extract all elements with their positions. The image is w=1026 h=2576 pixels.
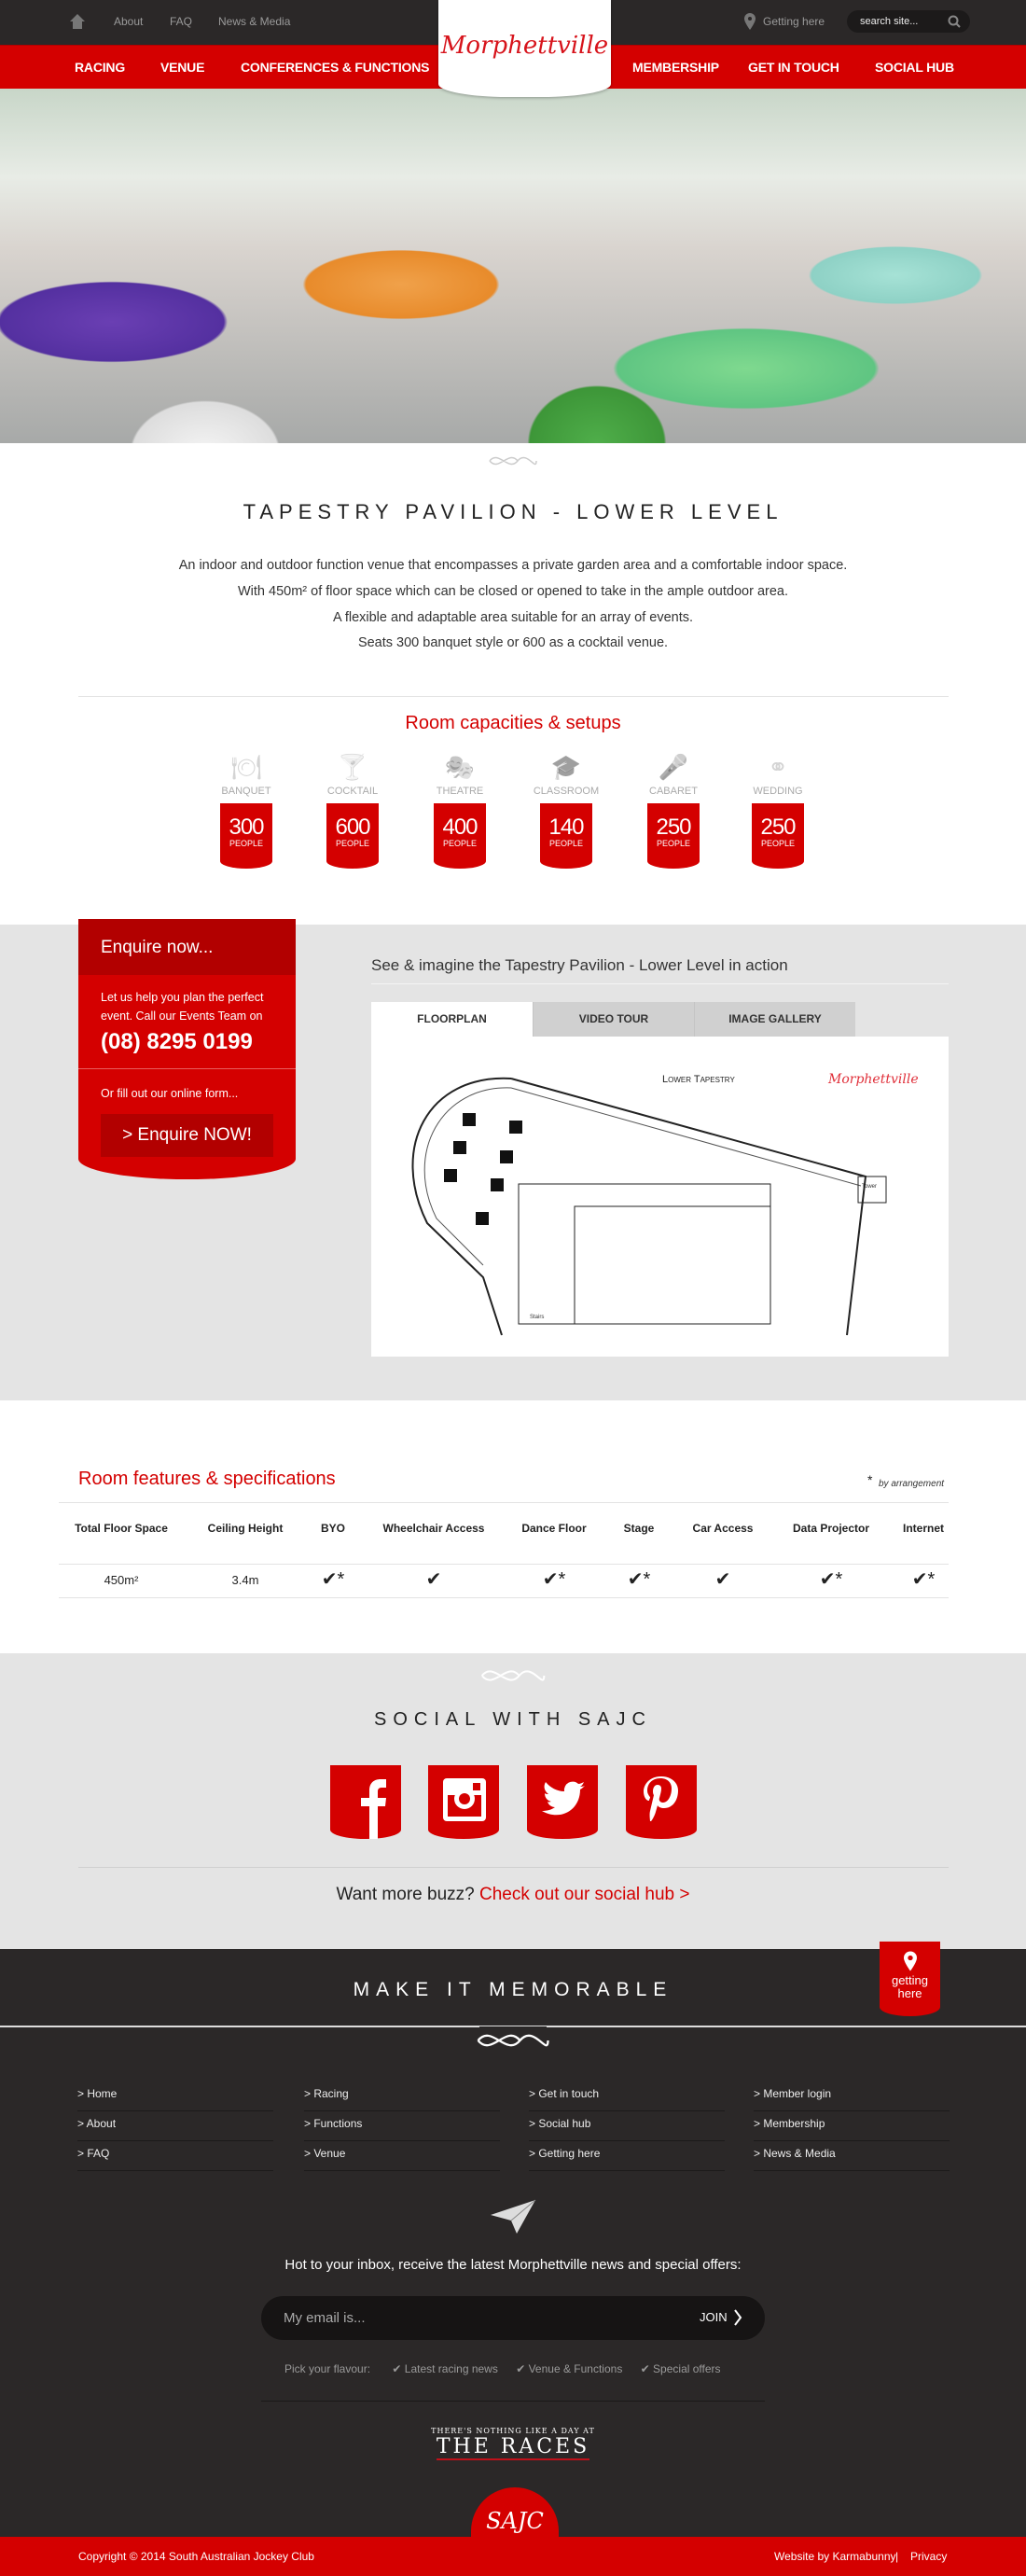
intro-line: Seats 300 banquet style or 600 as a cocktail venue. (357, 635, 669, 650)
feature-header: Total Floor Space (75, 1522, 168, 1535)
media-tabs (371, 1002, 856, 1037)
page-title: TAPESTRY PAVILION - LOWER LEVEL (243, 500, 783, 523)
feature-header: Stage (623, 1522, 655, 1535)
capacity-value: 300 (229, 815, 264, 840)
email-placeholder: My email is... (284, 2310, 366, 2326)
separator: | (895, 2550, 899, 2563)
instagram-icon (428, 1765, 499, 1839)
feature-value: ✔* (819, 1569, 843, 1590)
divider (261, 2401, 765, 2402)
enquire-heading: Enquire now... (78, 919, 296, 975)
divider (78, 696, 949, 697)
footer-link[interactable]: > Membership (754, 2111, 950, 2141)
capacity-label: THEATRE (436, 786, 484, 797)
flavour-checkbox[interactable]: ✔ Latest racing news (392, 2362, 498, 2375)
join-button[interactable]: JOIN (700, 2310, 728, 2324)
social-hub-link[interactable]: Check out our social hub > (478, 1885, 690, 1904)
instagram-button[interactable] (428, 1765, 499, 1839)
getting-here-badge[interactable] (880, 1942, 940, 2016)
capacity-value: 250 (656, 815, 691, 840)
nav-get-in-touch[interactable]: GET IN TOUCH (748, 60, 839, 75)
footer-link[interactable]: > Social hub (529, 2111, 725, 2141)
dinner-plate-icon: 🍽 (230, 753, 262, 781)
flavour-checkbox[interactable]: ✔ Venue & Functions (516, 2362, 623, 2375)
theatre-masks-icon: 🎭 (444, 753, 476, 781)
capacity-item-cabaret (631, 752, 715, 869)
nav-conferences[interactable]: CONFERENCES & FUNCTIONS (241, 60, 430, 75)
graduation-cap-icon: 🎓 (550, 753, 582, 781)
capacity-label: CABARET (649, 786, 698, 797)
top-link-faq[interactable]: FAQ (170, 15, 193, 28)
intro-line: With 450m² of floor space which can be closed or opened to take in the ample outdoor area. (237, 584, 788, 599)
tab-floorplan[interactable]: FLOORPLAN (371, 1002, 533, 1037)
map-pin-icon (904, 1951, 917, 1971)
media-heading: See & imagine the Tapestry Pavilion - Lower Level in action (371, 956, 949, 984)
flavour-label: Special offers (653, 2362, 721, 2375)
divider (59, 1597, 949, 1598)
footer-link[interactable]: > Member login (754, 2082, 950, 2111)
privacy-link[interactable]: Privacy (910, 2550, 948, 2563)
search-input[interactable] (847, 10, 970, 33)
footer-link[interactable]: > About (77, 2111, 273, 2141)
copyright: Copyright © 2014 South Australian Jockey Club (78, 2550, 314, 2563)
footer-link[interactable]: > Racing (304, 2082, 500, 2111)
capacities-heading: Room capacities & setups (405, 713, 621, 733)
buzz-label: Want more buzz? (336, 1885, 475, 1904)
capacity-value: 400 (442, 815, 478, 840)
footer-link[interactable]: > Getting here (529, 2141, 725, 2171)
floorplan-title: Lower Tapestry (662, 1074, 735, 1085)
flavour-label: Pick your flavour: (284, 2362, 371, 2375)
floorplan-logo: Morphettville (828, 1072, 919, 1087)
capacity-item-cocktail (311, 752, 395, 869)
capacity-label: WEDDING (753, 786, 803, 797)
twitter-button[interactable] (527, 1765, 598, 1839)
capacity-badge (326, 803, 379, 869)
capacity-unit: PEOPLE (229, 839, 264, 848)
flavour-label: Latest racing news (404, 2362, 498, 2375)
flavour-row (284, 2362, 721, 2375)
floorplan-label-tower: Tower (862, 1184, 878, 1190)
capacity-value: 140 (548, 815, 584, 840)
note-by-arrangement: by arrangement (879, 1479, 945, 1489)
flavour-checkbox[interactable]: ✔ Special offers (640, 2362, 721, 2375)
capacity-item-wedding (736, 752, 820, 869)
enquire-text: Let us help you plan the perfect event. Call our Events Team on (101, 991, 264, 1023)
note-star: * (867, 1472, 873, 1487)
capacity-badge (540, 803, 592, 869)
capacity-label: COCKTAIL (326, 786, 379, 797)
map-pin-icon (744, 13, 756, 30)
feature-header: Dance Floor (521, 1522, 587, 1535)
divider (59, 1502, 949, 1503)
capacity-badge (434, 803, 486, 869)
tab-video-tour[interactable]: VIDEO TOUR (533, 1002, 694, 1037)
getting-here-label: getting here (891, 1973, 929, 2000)
capacity-unit: PEOPLE (760, 839, 796, 848)
capacity-badge (647, 803, 700, 869)
flourish-divider-icon (471, 1661, 555, 1691)
footer-link[interactable]: > Venue (304, 2141, 500, 2171)
nav-social-hub[interactable]: SOCIAL HUB (875, 60, 954, 75)
capacity-unit: PEOPLE (442, 839, 478, 848)
top-link-getting-here[interactable]: Getting here (763, 15, 825, 28)
enquire-form-text: Or fill out our online form... (101, 1087, 239, 1100)
flourish-divider-icon (471, 2024, 555, 2057)
search-icon[interactable] (948, 15, 961, 28)
footer (0, 1949, 1026, 2537)
feature-value: ✔ (425, 1569, 442, 1590)
footer-link[interactable]: > Home (77, 2082, 273, 2111)
flavour-label: Venue & Functions (528, 2362, 623, 2375)
capacity-badge (752, 803, 804, 869)
capacity-item-classroom (524, 752, 608, 869)
social-heading: SOCIAL WITH SAJC (374, 1709, 652, 1730)
divider (78, 1867, 949, 1868)
footer-link[interactable]: > Get in touch (529, 2082, 725, 2111)
nav-membership[interactable]: MEMBERSHIP (632, 60, 719, 75)
feature-value: ✔* (321, 1569, 345, 1590)
search-placeholder: search site... (860, 16, 919, 27)
feature-value: ✔* (542, 1569, 566, 1590)
facebook-icon (330, 1765, 401, 1839)
feature-value: ✔ (714, 1569, 731, 1590)
intro-line: A flexible and adaptable area suitable for an array of events. (332, 610, 694, 625)
capacity-unit: PEOPLE (335, 839, 370, 848)
capacity-value: 250 (760, 815, 796, 840)
feature-header: Data Projector (792, 1522, 870, 1535)
flourish-divider-icon (485, 450, 541, 472)
buzz-text (0, 1885, 1026, 1905)
capacity-label: CLASSROOM (533, 786, 600, 797)
feature-value: 3.4m (231, 1573, 259, 1587)
capacity-label: BANQUET (221, 786, 271, 797)
floorplan-panel (371, 1037, 949, 1357)
capacity-item-banquet (204, 752, 288, 869)
the-races-logo: THERE'S NOTHING LIKE A DAY AT THE RACES (431, 2427, 595, 2458)
feature-header: Internet (902, 1522, 944, 1535)
nav-venue[interactable]: VENUE (160, 60, 205, 75)
cocktail-glass-icon: 🍸 (337, 753, 368, 781)
footer-link[interactable]: > Functions (304, 2111, 500, 2141)
floorplan-drawing (371, 1037, 949, 1357)
capacity-item-theatre (418, 752, 502, 869)
enquire-phone[interactable]: (08) 8295 0199 (101, 1029, 253, 1054)
floorplan-label-stairs: Stairs (530, 1315, 545, 1320)
microphone-icon: 🎤 (658, 753, 689, 781)
footer-link[interactable]: > News & Media (754, 2141, 950, 2171)
sajc-seal: SAJC (471, 2487, 559, 2576)
credit-link[interactable]: Website by Karmabunny (774, 2550, 896, 2563)
feature-value: ✔* (627, 1569, 651, 1590)
facebook-button[interactable] (330, 1765, 401, 1839)
features-heading: Room features & specifications (78, 1469, 336, 1489)
paper-plane-icon (489, 2198, 537, 2235)
footer-link[interactable]: > FAQ (77, 2141, 273, 2171)
social-section (0, 1650, 1026, 1949)
feature-header: BYO (320, 1522, 345, 1535)
pinterest-button[interactable] (626, 1765, 697, 1839)
nav-racing[interactable]: RACING (75, 60, 126, 75)
enquire-box (78, 919, 296, 1179)
hero-image (0, 89, 1026, 443)
intro-line: An indoor and outdoor function venue that encompasses a private garden area and a comfortable indoor space. (178, 558, 848, 573)
logo-text: Morphettville (440, 32, 609, 60)
morphettville-logo[interactable] (438, 0, 611, 97)
feature-header: Car Access (692, 1522, 754, 1535)
feature-header: Ceiling Height (207, 1522, 284, 1535)
wedding-rings-icon: ⚭ (768, 753, 788, 781)
feature-value: ✔* (911, 1569, 936, 1590)
feature-header: Wheelchair Access (382, 1522, 485, 1535)
tab-image-gallery[interactable]: IMAGE GALLERY (694, 1002, 855, 1037)
top-link-news[interactable]: News & Media (218, 15, 291, 28)
capacity-unit: PEOPLE (548, 839, 584, 848)
feature-value: 450m² (104, 1573, 139, 1587)
pinterest-icon (626, 1765, 697, 1839)
newsletter-text: Hot to your inbox, receive the latest Morphettville news and special offers: (284, 2257, 742, 2273)
divider (59, 1564, 949, 1565)
email-input[interactable] (261, 2296, 765, 2340)
capacity-value: 600 (335, 815, 370, 840)
top-link-about[interactable]: About (114, 15, 144, 28)
footer-heading: MAKE IT MEMORABLE (353, 1979, 673, 2000)
capacity-badge (220, 803, 272, 869)
chevron-right-icon[interactable] (733, 2309, 742, 2326)
capacity-unit: PEOPLE (656, 839, 691, 848)
enquire-now-button[interactable]: > Enquire NOW! (101, 1114, 273, 1157)
home-icon[interactable] (69, 13, 86, 30)
twitter-icon (527, 1765, 598, 1839)
